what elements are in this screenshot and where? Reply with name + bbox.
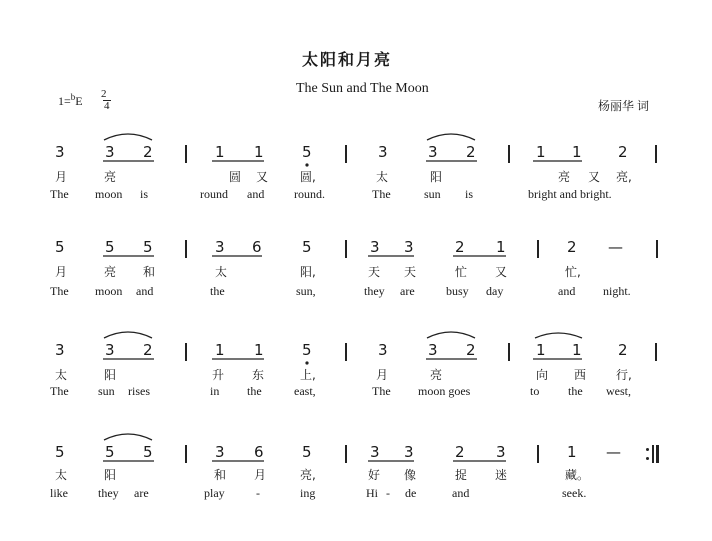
note: 3 <box>378 143 388 161</box>
lyric-en: is <box>465 187 474 201</box>
lyric-en: sun, <box>296 284 316 298</box>
note: 5 <box>302 238 312 256</box>
lyric-en: - <box>256 486 260 500</box>
note: 2 <box>618 143 628 161</box>
lyric-en: moon <box>95 187 123 201</box>
note: 3 <box>105 341 115 359</box>
note: 5 <box>302 443 312 461</box>
lyric-en: sun <box>98 384 115 398</box>
lyric-zh: 亮 <box>104 265 117 279</box>
lyric-zh: 太 <box>376 170 389 184</box>
time-signature-top: 2 <box>101 88 107 100</box>
note: 1 <box>567 443 577 461</box>
key-prefix: 1= <box>58 94 71 108</box>
note: 5 <box>143 443 153 461</box>
note: 2 <box>466 143 476 161</box>
lyric-zh: 太 <box>215 265 228 279</box>
note: 6 <box>254 443 264 461</box>
note: 3 <box>378 341 388 359</box>
note: 2 <box>618 341 628 359</box>
note: 1 <box>496 238 506 256</box>
note: 5 <box>105 238 115 256</box>
lyric-en: moon goes <box>418 384 471 398</box>
lyric-en: day <box>486 284 504 298</box>
slur <box>427 134 475 140</box>
lyric-en: the <box>210 284 225 298</box>
note: 5 <box>55 238 65 256</box>
lyric-zh: 和 <box>214 468 227 482</box>
note: 1 <box>215 143 225 161</box>
lyric-zh: 上, <box>300 368 316 382</box>
lyric-en: The <box>50 384 69 398</box>
lyric-en: and <box>247 187 265 201</box>
lyric-zh: 太 <box>55 368 68 382</box>
note: 1 <box>254 341 264 359</box>
lyric-en: seek. <box>562 486 587 500</box>
octave-dot <box>305 361 308 364</box>
note: 2 <box>455 443 465 461</box>
lyric-zh: 阳 <box>430 170 443 184</box>
lyric-en: they <box>98 486 119 500</box>
note: 6 <box>252 238 262 256</box>
slur <box>104 434 152 440</box>
lyric-zh: 升 <box>212 368 225 382</box>
lyric-zh: 月 <box>55 265 68 279</box>
note: 3 <box>55 341 65 359</box>
lyric-en: sun <box>424 187 441 201</box>
lyric-en: rises <box>128 384 150 398</box>
note: 2 <box>143 341 153 359</box>
title-chinese: 太阳和月亮 <box>302 50 393 69</box>
lyric-en: round. <box>294 187 325 201</box>
note: 1 <box>215 341 225 359</box>
note: 2 <box>143 143 153 161</box>
lyric-en: play <box>204 486 225 500</box>
lyric-zh: 圆 <box>229 170 242 184</box>
lyric-zh: 天 <box>404 265 417 279</box>
lyric-en: round <box>200 187 228 201</box>
time-signature-bottom: 4 <box>104 100 110 112</box>
lyric-en: The <box>50 284 69 298</box>
lyric-zh: 亮 <box>104 170 117 184</box>
lyric-zh: 亮, <box>300 468 316 482</box>
lyric-zh: 西 <box>574 368 587 382</box>
note: 1 <box>254 143 264 161</box>
lyricist-credit: 杨丽华 词 <box>598 99 650 113</box>
note: 2 <box>567 238 577 256</box>
lyric-en: Hi <box>366 486 378 500</box>
slur <box>104 134 152 140</box>
note: 3 <box>404 238 414 256</box>
slur <box>104 332 152 338</box>
lyric-en: and <box>558 284 576 298</box>
note: 5 <box>302 341 312 359</box>
title-english: The Sun and The Moon <box>296 81 429 96</box>
note: 5 <box>302 143 312 161</box>
lyric-en: are <box>134 486 149 500</box>
lyric-zh: 藏。 <box>565 468 590 482</box>
lyric-en: busy <box>446 284 469 298</box>
note: 2 <box>466 341 476 359</box>
note: 1 <box>572 143 582 161</box>
lyric-zh: 亮, <box>616 170 632 184</box>
lyric-zh: 向 <box>536 368 549 382</box>
lyric-zh: 忙, <box>565 265 581 279</box>
lyric-zh: 又 <box>256 170 269 184</box>
key-note: E <box>75 94 83 108</box>
note: 5 <box>105 443 115 461</box>
slur <box>427 332 475 338</box>
lyric-en: west, <box>606 384 631 398</box>
note-dash: — <box>608 238 623 256</box>
note: 1 <box>536 341 546 359</box>
lyric-en: The <box>372 187 391 201</box>
lyric-zh: 月 <box>376 368 389 382</box>
lyric-zh: 阳 <box>104 368 117 382</box>
lyric-en: the <box>247 384 262 398</box>
lyric-zh: 阳, <box>300 265 316 279</box>
note: 3 <box>55 143 65 161</box>
lyric-zh: 天 <box>368 265 381 279</box>
note: 3 <box>215 238 225 256</box>
lyric-zh: 和 <box>143 265 156 279</box>
lyric-zh: 迷 <box>495 468 508 482</box>
note: 3 <box>428 143 438 161</box>
note: 1 <box>572 341 582 359</box>
lyric-en: moon <box>95 284 123 298</box>
lyric-en: they <box>364 284 385 298</box>
lyric-zh: 月 <box>254 468 267 482</box>
note: 3 <box>428 341 438 359</box>
lyric-zh: 又 <box>495 265 508 279</box>
lyric-en: - <box>386 486 390 500</box>
note-dash: — <box>606 443 621 461</box>
lyric-zh: 亮 <box>558 170 571 184</box>
lyric-en: in <box>210 384 220 398</box>
key-flat: b <box>70 92 76 102</box>
lyric-en: and <box>136 284 154 298</box>
lyric-zh: 忙 <box>455 265 468 279</box>
lyric-zh: 太 <box>55 468 68 482</box>
lyric-en: ing <box>300 486 316 500</box>
lyric-en: de <box>405 486 417 500</box>
slur <box>535 333 582 338</box>
lyric-en: and <box>452 486 470 500</box>
lyric-en: are <box>400 284 415 298</box>
note: 5 <box>55 443 65 461</box>
lyric-en: is <box>140 187 149 201</box>
note: 2 <box>455 238 465 256</box>
octave-dot <box>305 163 308 166</box>
note: 3 <box>496 443 506 461</box>
lyric-en: like <box>50 486 68 500</box>
lyric-zh: 像 <box>404 468 417 482</box>
lyric-en: to <box>530 384 540 398</box>
lyric-zh: 东 <box>252 368 265 382</box>
lyric-en: The <box>372 384 391 398</box>
note: 3 <box>370 443 380 461</box>
lyric-en: east, <box>294 384 316 398</box>
note: 3 <box>370 238 380 256</box>
note: 3 <box>105 143 115 161</box>
lyric-zh: 圆, <box>300 170 316 184</box>
lyric-en: The <box>50 187 69 201</box>
lyric-en: the <box>568 384 583 398</box>
lyric-zh: 捉 <box>455 468 468 482</box>
lyric-zh: 好 <box>368 468 381 482</box>
lyric-zh: 阳 <box>104 468 117 482</box>
note: 1 <box>536 143 546 161</box>
lyric-zh: 月 <box>55 170 68 184</box>
lyric-zh: 亮 <box>430 368 443 382</box>
lyric-en: night. <box>603 284 631 298</box>
note: 5 <box>143 238 153 256</box>
lyric-zh: 又 <box>588 170 601 184</box>
lyric-zh: 行, <box>616 368 632 382</box>
note: 3 <box>215 443 225 461</box>
note: 3 <box>404 443 414 461</box>
lyric-en: bright and bright. <box>528 187 612 201</box>
